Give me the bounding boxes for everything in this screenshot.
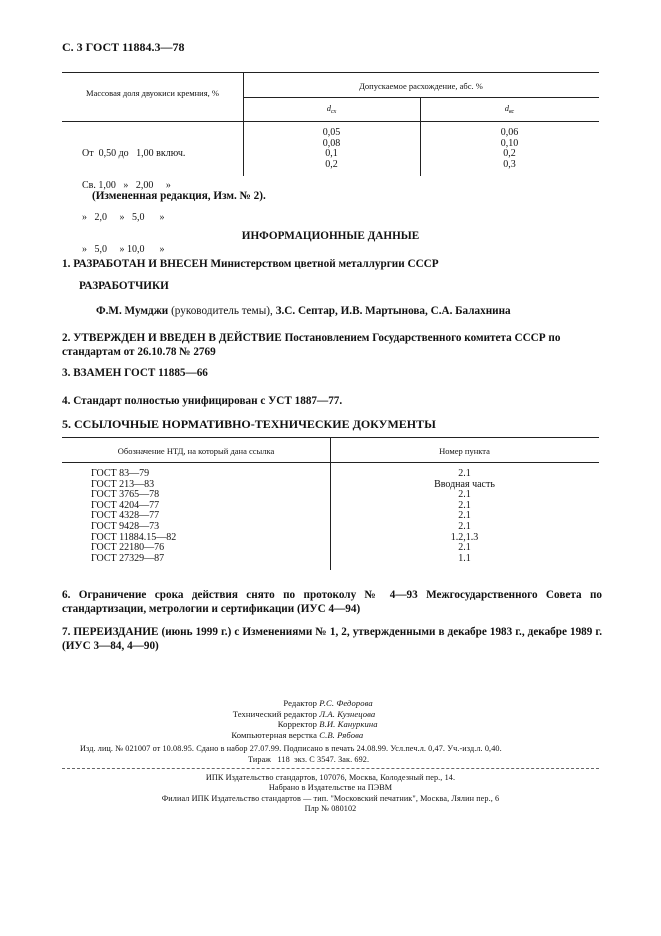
column-header-silica: Массовая доля двуокиси кремния, % [86,88,219,98]
imprint-line-1: Изд. лиц. № 021007 от 10.08.95. Сдано в набор 27.07.99. Подписано в печать 24.08.99. Усл.печ.л. 0,47. Уч.-изд.л. 0,40. [80,744,502,753]
table-cell: 1.1 [458,552,471,564]
document-column [91,469,321,564]
credit-role: Компьютерная верстка [231,729,317,740]
column-header-tolerance: Допускаемое расхождение, абс. % [359,81,483,91]
table-cell: 0,3 [503,158,516,170]
table-cell: » 5,0 » 10,0 » [82,243,165,255]
table-cell: 2.1 [458,520,471,532]
table-cell: 2.1 [458,542,471,554]
table-cell: 1.2,1.3 [450,531,479,543]
table-cell: ГОСТ 213—83 [91,478,155,490]
credit-name: С.В. Рябова [319,729,364,740]
table-cell: 2.1 [458,468,471,479]
credit-name: В.И. Кануркина [319,719,378,729]
publisher-line: Набрано в Издательстве на ПЭВМ [268,783,393,793]
item-4: 4. Стандарт полностью унифицирован с УСТ 1887—77. [62,395,343,407]
table-cell: 0,08 [322,137,341,149]
credit-line [200,709,460,720]
table-header-rule [62,121,599,122]
credit-line [200,698,460,709]
credit-role: Корректор [277,719,317,729]
credit-name: Л.А. Кузнецова [319,708,376,719]
dvs-column [420,128,599,170]
item-3: 3. ВЗАМЕН ГОСТ 11885—66 [62,367,208,379]
table-cell: 0,10 [500,137,519,149]
table-cell: Вводная часть [434,478,495,490]
table-cell: 0,1 [325,148,338,160]
range-column [82,128,242,276]
table-cell: ГОСТ 9428—73 [91,520,160,532]
table-cell: ГОСТ 11884.15—82 [91,531,177,543]
publisher-line: Филиал ИПК Издательство стандартов — тип. "Московский печатник", Москва, Лялин пер., 6 [161,793,500,803]
credit-name: Р.С. Федорова [319,698,373,708]
table-cell: ГОСТ 3765—78 [91,489,160,501]
dsx-column [243,128,420,170]
table-cell: ГОСТ 27329—87 [91,552,165,564]
table-cell: 2.1 [458,489,471,501]
imprint-divider [62,768,599,769]
credit-role: Технический редактор [232,708,317,719]
page-header: С. 3 ГОСТ 11884.3—78 [62,40,185,54]
item-7: 7. ПЕРЕИЗДАНИЕ (июнь 1999 г.) с Изменениями № 1, 2, утвержденными в декабре 1983 г., декабре 1989 г. (ИУС 3—84, 4—90) [62,626,602,652]
table-cell: Св. 1,00 » 2,00 » [82,179,171,191]
table-subheader-rule [243,97,599,98]
info-title: ИНФОРМАЦИОННЫЕ ДАННЫЕ [241,230,420,242]
table-cell: ГОСТ 4328—77 [91,510,160,522]
publisher-line: Плр № 080102 [304,804,357,814]
item-6: 6. Ограничение срока действия снято по протоколу № 4—93 Межгосударственного Совета по стандартизации, метрологии и сертификации (ИУС 4—94) [62,589,602,615]
credit-line [200,719,460,730]
table-cell: ГОСТ 4204—77 [91,499,160,511]
column-header-clause: Номер пункта [439,446,490,456]
table-top-rule [62,72,599,73]
column-header-dsx: $d_{сх}$ [326,103,337,115]
table-cell: » 2,0 » 5,0 » [82,211,165,223]
column-header-dvs: $d_{вс}$ [504,103,515,115]
table-cell: ГОСТ 83—79 [91,468,150,479]
amendment-note: (Измененная редакция, Изм. № 2). [92,190,266,202]
developer-role: (руководитель темы), [168,305,276,317]
credit-role: Редактор [283,698,317,708]
developer-names: З.С. Септар, И.В. Мартынова, С.А. Балахнина [275,305,511,317]
table-cell: 0,2 [503,148,516,160]
clause-column [330,469,599,564]
table-cell: ГОСТ 22180—76 [91,542,165,554]
item-5: 5. ССЫЛОЧНЫЕ НОРМАТИВНО-ТЕХНИЧЕСКИЕ ДОКУМЕНТЫ [62,417,436,431]
developer-lead: Ф.М. Мумджи [96,305,169,317]
publisher-line: ИПК Издательство стандартов, 107076, Москва, Колодезный пер., 14. [205,773,456,782]
table-cell: 0,06 [500,127,519,138]
item-1: 1. РАЗРАБОТАН И ВНЕСЕН Министерством цветной металлургии СССР [62,258,439,270]
table-cell: 2.1 [458,499,471,511]
credits-block [200,698,460,740]
developers-list [96,304,511,318]
table-cell: От 0,50 до 1,00 включ. [82,148,186,160]
developers-title: РАЗРАБОТЧИКИ [79,280,169,292]
table-cell: 2.1 [458,510,471,522]
imprint-line-2: Тираж 118 экз. С 3547. Зак. 692. [248,755,370,764]
table-cell: 0,05 [322,127,341,138]
column-header-document: Обозначение НТД, на который дана ссылка [117,446,275,456]
table-cell: 0,2 [325,158,338,170]
item-2: 2. УТВЕРЖДЕН И ВВЕДЕН В ДЕЙСТВИЕ Постановлением Государственного комитета СССР по стандартам от 26.10.78 № 2769 [62,332,561,358]
publisher-block [62,773,599,815]
credit-line [200,730,460,741]
